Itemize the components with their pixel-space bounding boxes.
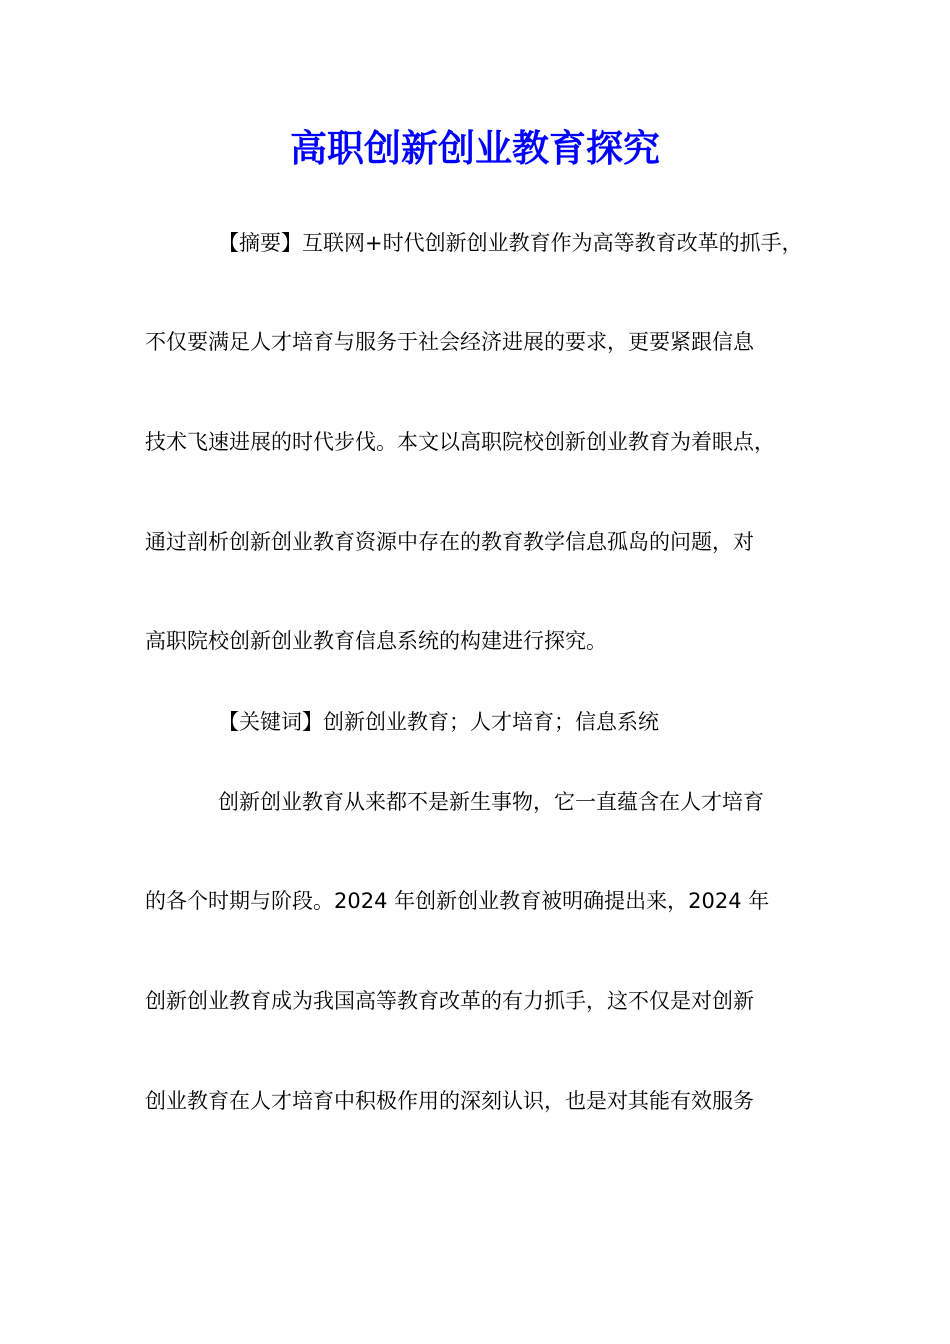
body-line-4: 创业教育在人才培育中积极作用的深刻认识，也是对其能有效服务 — [145, 1089, 754, 1113]
body-line-2: 的各个时期与阶段。2024 年创新创业教育被明确提出来，2024 年 — [145, 889, 770, 913]
abstract-line-2: 不仅要满足人才培育与服务于社会经济进展的要求，更要紧跟信息 — [145, 330, 754, 354]
body-line-1: 创新创业教育从来都不是新生事物，它一直蕴含在人才培育 — [218, 790, 764, 814]
document-title: 高职创新创业教育探究 — [290, 126, 660, 170]
abstract-line-4: 通过剖析创新创业教育资源中存在的教育教学信息孤岛的问题，对 — [145, 530, 754, 554]
abstract-line-5: 高职院校创新创业教育信息系统的构建进行探究。 — [145, 629, 607, 653]
body-line-3: 创新创业教育成为我国高等教育改革的有力抓手，这不仅是对创新 — [145, 989, 754, 1013]
abstract-line-3: 技术飞速进展的时代步伐。本文以高职院校创新创业教育为着眼点， — [145, 430, 775, 454]
abstract-line-1: 【摘要】互联网+时代创新创业教育作为高等教育改革的抓手， — [218, 231, 803, 255]
keywords-line: 【关键词】创新创业教育；人才培育；信息系统 — [218, 710, 659, 734]
